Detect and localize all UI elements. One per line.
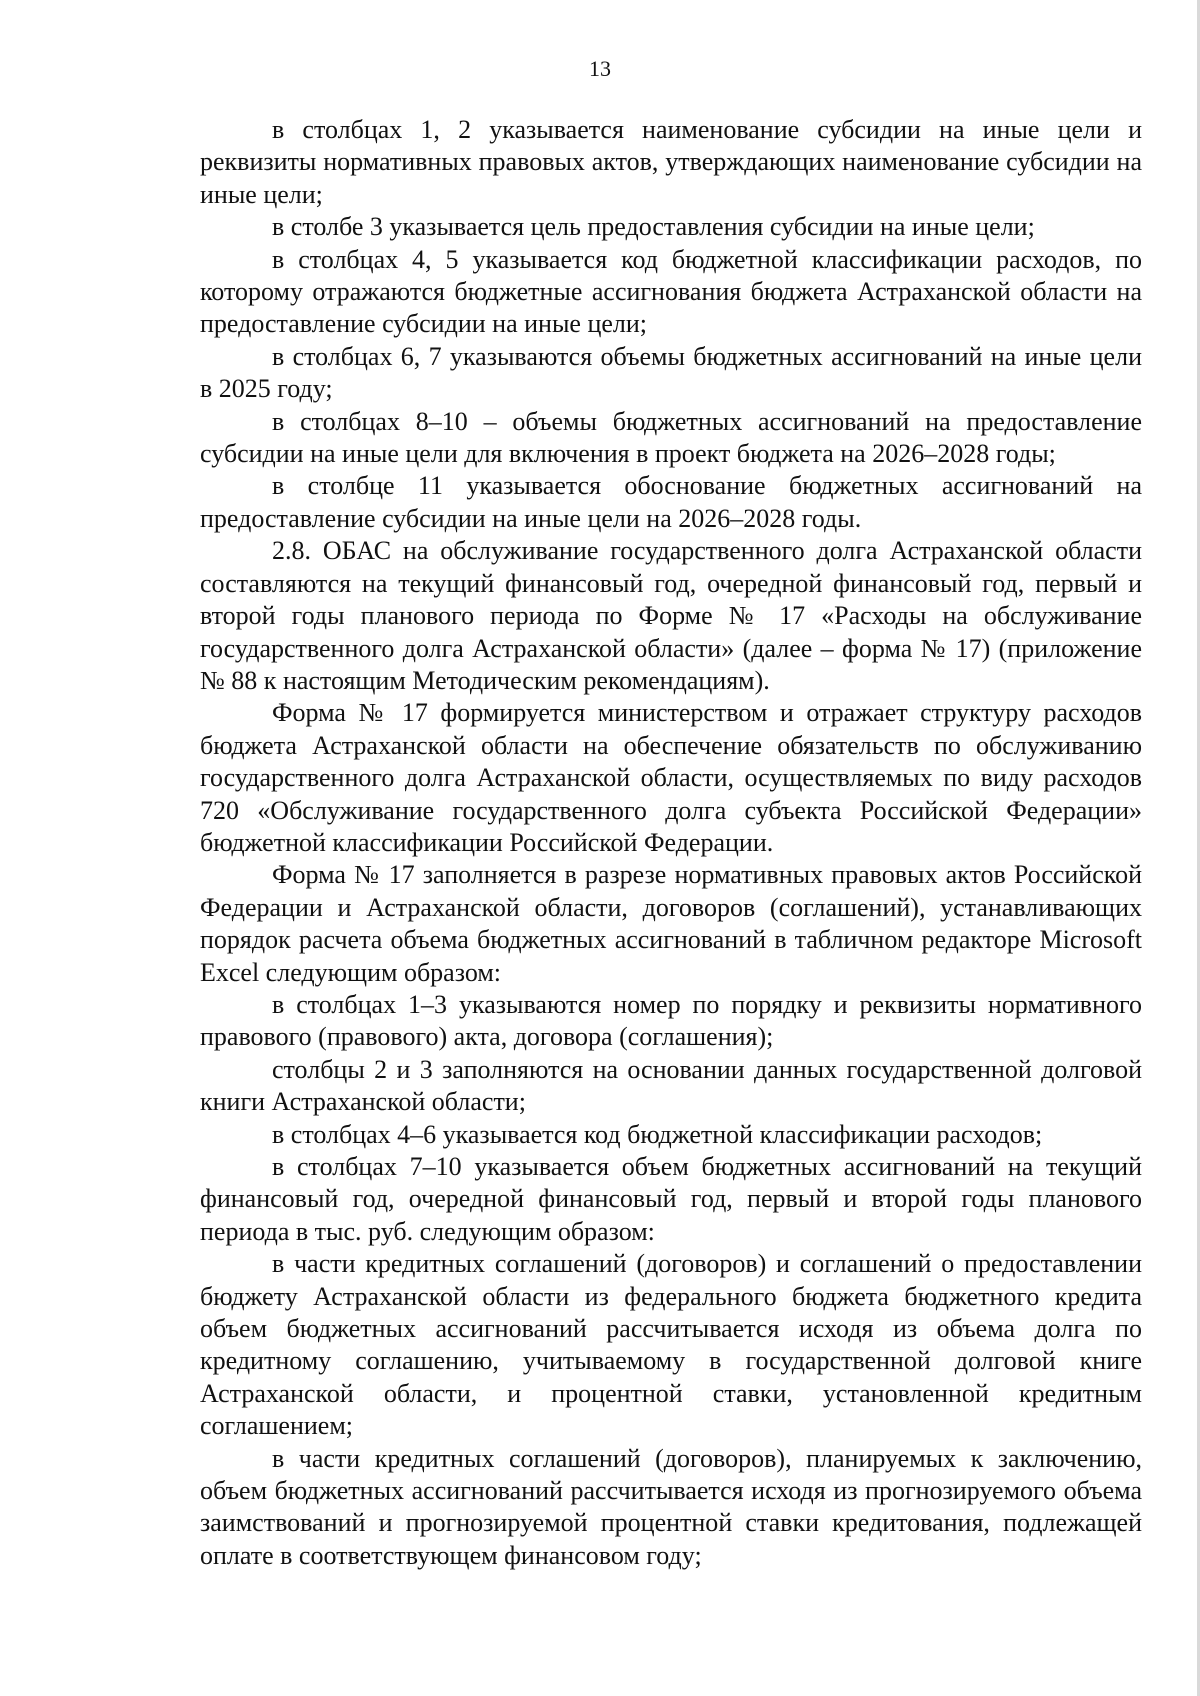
- paragraph-credit-agreements: в части кредитных соглашений (договоров) и соглашений о предоставлении бюджету Астраханской области из федерального бюджета бюджетного кредита объем бюджетных ассигнований рассчитывается исходя из объема долга по кредитному соглашению, учитываемому в государственной долговой книге Астраханской области, и процентной ставки, установленной кредитным соглашением;: [200, 1249, 1142, 1441]
- page-number: 13: [589, 56, 611, 81]
- paragraph-column-3: в столбе 3 указывается цель предоставления субсидии на иные цели;: [272, 212, 1035, 242]
- paragraph-columns-1-2: в столбцах 1, 2 указывается наименование субсидии на иные цели и реквизиты нормативных правовых актов, утверждающих наименование субсидии на иные цели;: [200, 115, 1142, 209]
- paragraph-form-17-filling: Форма № 17 заполняется в разрезе нормативных правовых актов Российской Федерации и Астраханской области, договоров (соглашений), устанавливающих порядок расчета объема бюджетных ассигнований в табличном редакторе Microsoft Excel следующим образом:: [200, 860, 1142, 987]
- paragraph-columns-6-7: в столбцах 6, 7 указываются объемы бюджетных ассигнований на иные цели в 2025 году;: [200, 341, 1142, 404]
- document-body: [200, 114, 1142, 1572]
- paragraph-columns-2-3: столбцы 2 и 3 заполняются на основании данных государственной долговой книги Астраханской области;: [200, 1054, 1142, 1117]
- paragraph-section-2-8: 2.8. ОБАС на обслуживание государственного долга Астраханской области составляются на текущий финансовый год, очередной финансовый год, первый и второй годы планового периода по Форме № 17 «Расходы на обслуживание государственного долга Астраханской области» (далее – форма № 17) (приложение № 88 к настоящим Методическим рекомендациям).: [200, 536, 1142, 695]
- paragraph-form-17-structure: Форма № 17 формируется министерством и отражает структуру расходов бюджета Астраханской области на обеспечение обязательств по обслуживанию государственного долга Астраханской области, осуществляемых по виду расходов 720 «Обслуживание государственного долга субъекта Российской Федерации» бюджетной классификации Российской Федерации.: [200, 698, 1142, 857]
- paragraph-columns-7-10: в столбцах 7–10 указывается объем бюджетных ассигнований на текущий финансовый год, очередной финансовый год, первый и второй годы планового периода в тыс. руб. следующим образом:: [200, 1152, 1142, 1246]
- paragraph-column-11: в столбце 11 указывается обоснование бюджетных ассигнований на предоставление субсидии на иные цели на 2026–2028 годы.: [200, 471, 1142, 533]
- paragraph-planned-agreements: в части кредитных соглашений (договоров), планируемых к заключению, объем бюджетных ассигнований рассчитывается исходя из прогнозируемого объема заимствований и прогнозируемой процентной ставки кредитования, подлежащей оплате в соответствующем финансовом году;: [200, 1443, 1142, 1570]
- paragraph-columns-4-6: в столбцах 4–6 указывается код бюджетной классификации расходов;: [272, 1119, 1043, 1149]
- paragraph-columns-1-3: в столбцах 1–3 указываются номер по порядку и реквизиты нормативного правового (правового) акта, договора (соглашения);: [200, 989, 1142, 1052]
- paragraph-columns-8-10: в столбцах 8–10 – объемы бюджетных ассигнований на предоставление субсидии на иные цели для включения в проект бюджета на 2026–2028 годы;: [200, 406, 1142, 469]
- paragraph-columns-4-5: в столбцах 4, 5 указывается код бюджетной классификации расходов, по которому отражаются бюджетные ассигнования бюджета Астраханской области на предоставление субсидии на иные цели;: [200, 244, 1142, 339]
